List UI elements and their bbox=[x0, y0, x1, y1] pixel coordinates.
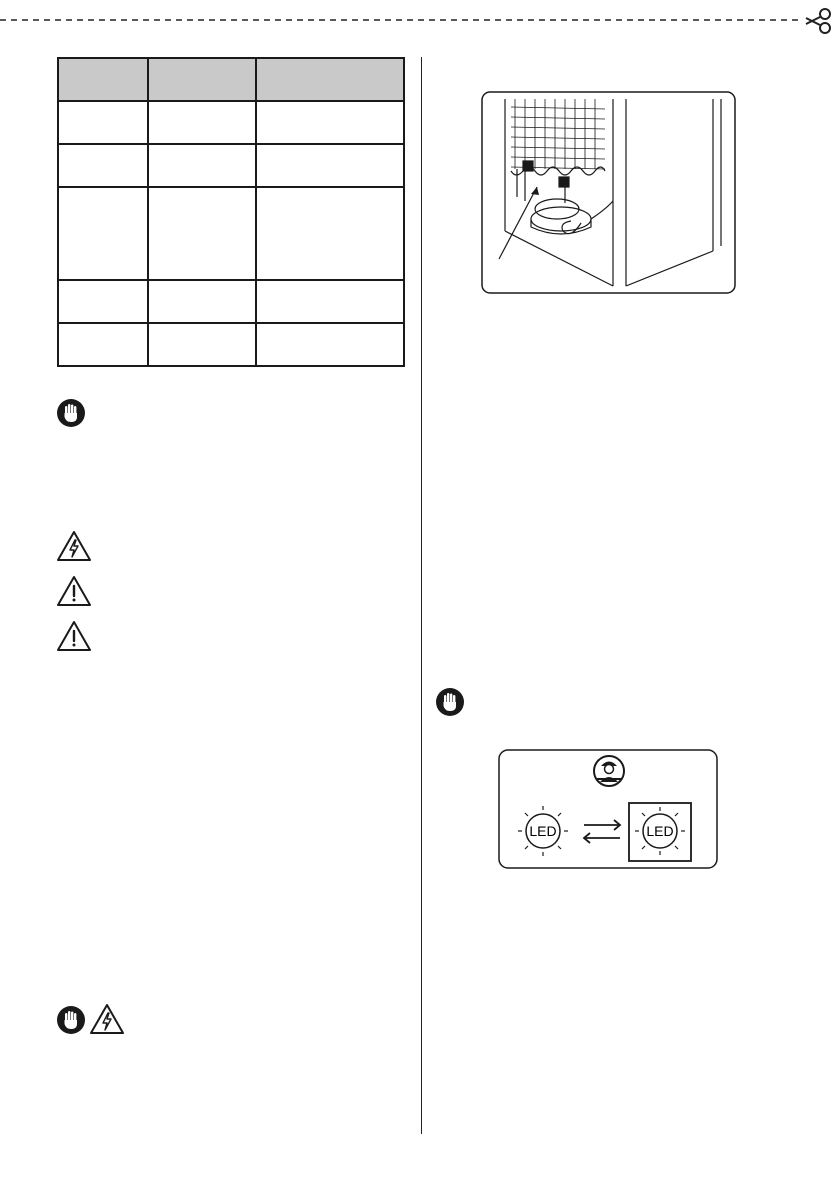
led-label: LED bbox=[646, 823, 674, 839]
stop-hand-icon bbox=[56, 398, 86, 428]
scissors-icon bbox=[806, 9, 830, 33]
general-warning-icon bbox=[56, 575, 92, 607]
led-indicator-left bbox=[518, 806, 568, 856]
stop-hand-icon bbox=[435, 687, 465, 717]
led-service-figure bbox=[498, 749, 718, 869]
table-header-row bbox=[58, 58, 404, 101]
spec-table bbox=[57, 57, 405, 367]
led-label: LED bbox=[529, 823, 557, 839]
compressor-illustration bbox=[481, 91, 736, 294]
electric-warning-icon bbox=[89, 1003, 125, 1035]
led-indicator-right bbox=[629, 803, 691, 861]
service-technician-icon bbox=[594, 756, 624, 786]
cut-line bbox=[0, 0, 839, 40]
electric-warning-icon bbox=[56, 530, 92, 562]
column-divider bbox=[421, 57, 422, 1134]
stop-hand-icon bbox=[56, 1005, 86, 1035]
general-warning-icon bbox=[56, 620, 92, 652]
